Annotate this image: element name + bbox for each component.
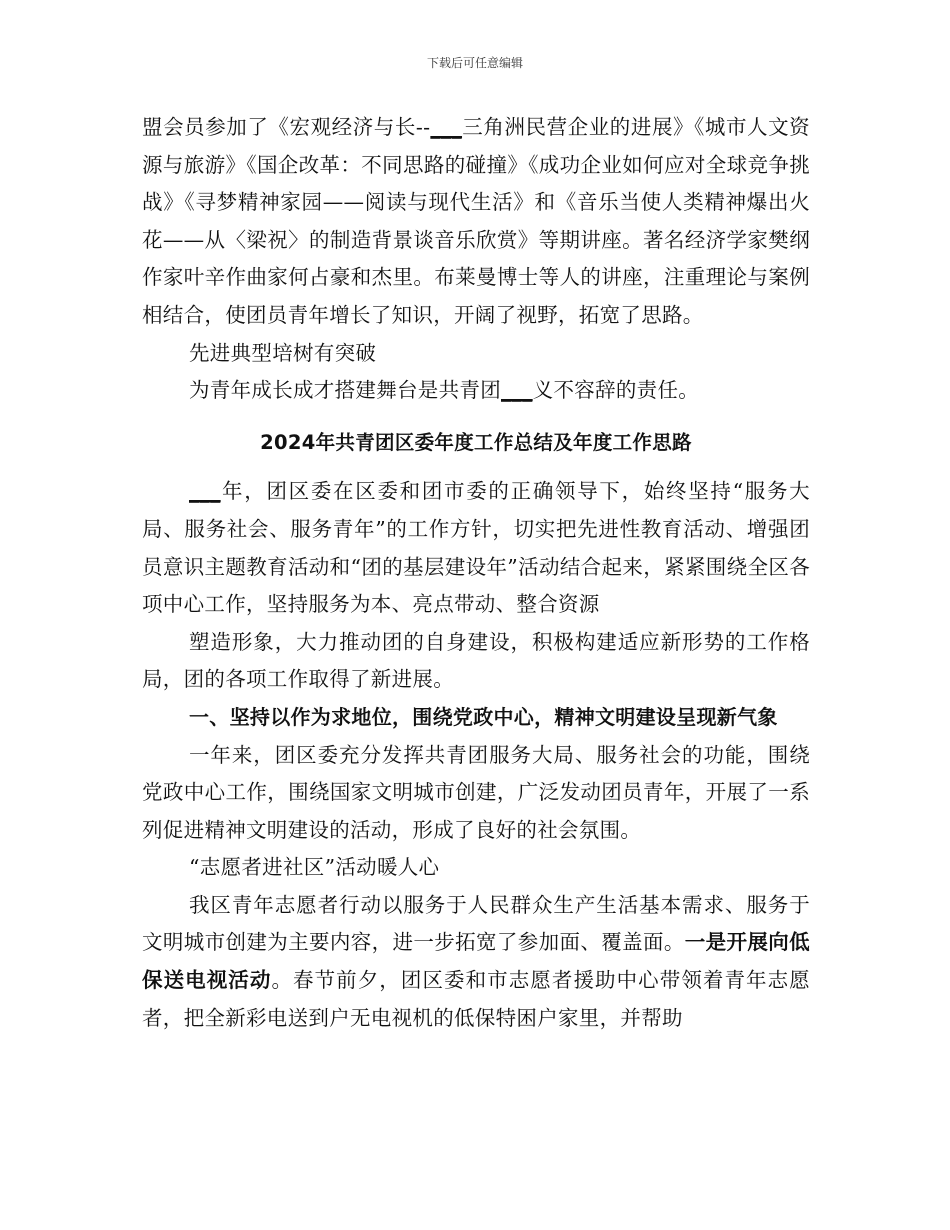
paragraph-text: 三角洲民营企业的进展》《城市人文资源与旅游》《国企改革：不同思路的碰撞》《成功企业如何应对全球竞争挑战》《寻梦精神家园——阅读与现代生活》和《音乐当使人类精神爆出火花——从〈梁祝〉的制造背景谈音乐欣赏》等期讲座。著名经济学家樊纲作家叶辛作曲家何占豪和杰里。布莱曼博士等人的讲座，注重理论与案例相结合，使团员青年增长了知识，开阔了视野，拓宽了思路。	[142, 115, 810, 327]
bold-emphasis: 一是开展向低保送电视活动	[142, 930, 810, 993]
paragraph-volunteers	[142, 887, 810, 1037]
subheading-advanced-models: 先进典型培树有突破	[189, 340, 377, 365]
subheading-volunteers: “志愿者进社区”活动暖人心	[189, 855, 440, 880]
blank-placeholder: ___	[501, 378, 533, 403]
paragraph-text: 义不容辞的责任。	[532, 378, 700, 403]
paragraph-text: 。春节前夕，团区委和市志愿者援助中心带领着青年志愿者，把全新彩电送到户无电视机的低保特困户家里，并帮助	[142, 968, 810, 1030]
paragraph-text: 年，团区委在区委和团市委的正确领导下，始终坚持“服务大局、服务社会、服务青年”的工作方针，切实把先进性教育活动、增强团员意识主题教育活动和“团的基层建设年”活动结合起来，紧紧围绕全区各项中心工作，坚持服务为本、亮点带动、整合资源	[142, 479, 810, 617]
spacer	[142, 410, 810, 424]
blank-placeholder: ___	[430, 115, 463, 139]
page-header: 下载后可任意编辑	[426, 56, 523, 70]
document-title: 2024年共青团区委年度工作总结及年度工作思路	[260, 430, 692, 454]
blank-placeholder: ___	[189, 479, 221, 504]
section-heading-1: 一、坚持以作为求地位，围绕党政中心，精神文明建设呈现新气象	[189, 704, 778, 729]
paragraph-lecture-series	[142, 109, 810, 335]
paragraph-intro-continued: 塑造形象，大力推动团的自身建设，积极构建适应新形势的工作格局，团的各项工作取得了新进展。	[142, 629, 810, 692]
paragraph-text: 我区青年志愿者行动以服务于人民群众生产生活基本需求、服务于文明城市创建为主要内容，进一步拓宽了参加面、覆盖面。	[142, 892, 810, 955]
paragraph-section-1: 一年来，团区委充分发挥共青团服务大局、服务社会的功能，围绕党政中心工作，围绕国家文明城市创建，广泛发动团员青年，开展了一系列促进精神文明建设的活动，形成了良好的社会氛围。	[142, 742, 810, 842]
paragraph-text: 为青年成长成才搭建舞台是共青团	[189, 378, 501, 403]
document-body	[142, 109, 810, 1037]
paragraph-text: 盟会员参加了《宏观经济与长--	[142, 115, 431, 139]
paragraph-stage-building	[142, 372, 810, 410]
paragraph-intro	[142, 473, 810, 623]
spacer	[142, 461, 810, 473]
